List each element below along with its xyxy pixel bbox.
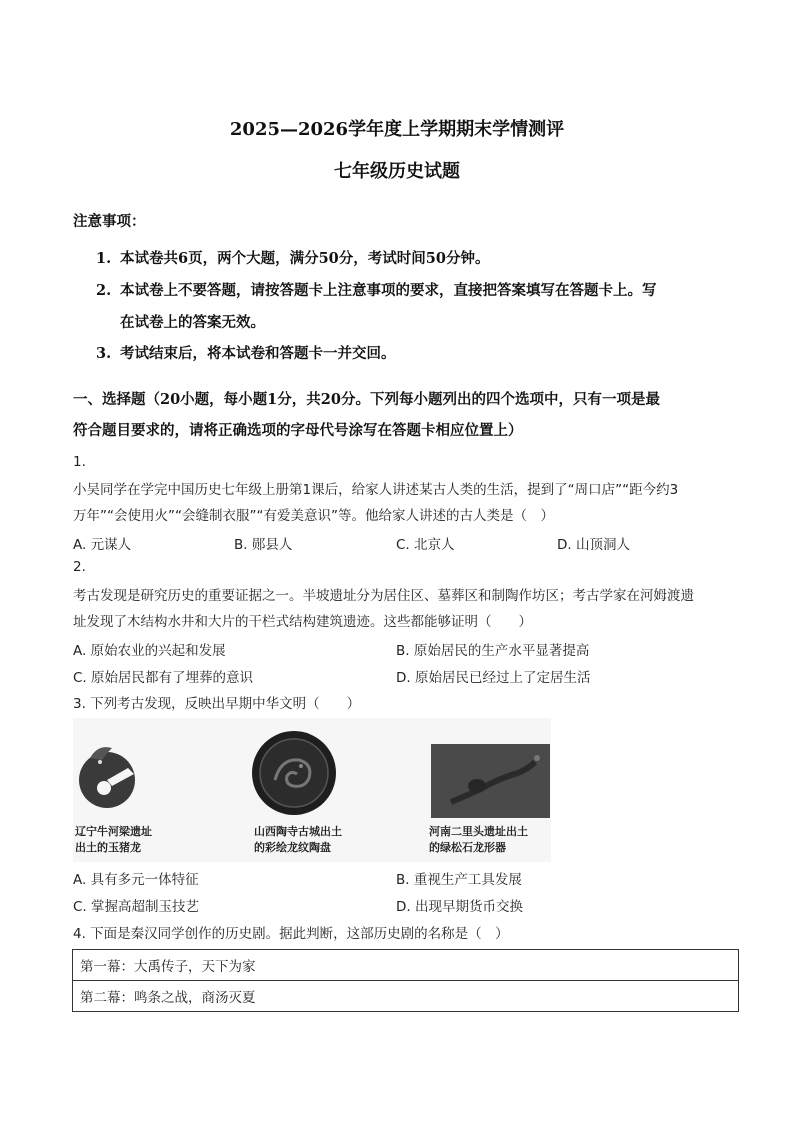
question-2-option-b: B. 原始居民的生产水平显著提高 — [396, 643, 590, 659]
question-3-option-a: A. 具有多元一体特征 — [73, 872, 199, 888]
notice-text: 本试卷共6页，两个大题，满分50分，考试时间50分钟。 — [120, 250, 490, 267]
question-3-option-c: C. 掌握高超制玉技艺 — [73, 899, 200, 915]
dragon-plate-icon — [251, 730, 337, 816]
question-1-option-a: A. 元谋人 — [73, 537, 132, 553]
figure-1-caption-line2: 出土的玉猪龙 — [75, 841, 141, 854]
drama-acts-table — [72, 949, 739, 1012]
question-1-number: 1. — [73, 454, 86, 470]
question-1-stem-line1: 小吴同学在学完中国历史七年级上册第1课后，给家人讲述某古人类的生活，提到了“周口店”“距今约3 — [73, 482, 679, 498]
jade-pig-dragon-icon — [76, 728, 138, 828]
artifact-figures — [73, 718, 551, 862]
question-2-option-a: A. 原始农业的兴起和发展 — [73, 643, 226, 659]
notice-item-3 — [96, 342, 396, 363]
section-heading-line1: 一、选择题（20小题，每小题1分，共20分。下列每小题列出的四个选项中，只有一项是最 — [73, 391, 660, 408]
question-1-option-c: C. 北京人 — [396, 537, 455, 553]
question-3-stem: 3. 下列考古发现，反映出早期中华文明（ ） — [73, 696, 361, 712]
figure-3-caption-line1: 河南二里头遗址出土 — [429, 825, 528, 838]
figure-2-caption — [254, 824, 342, 856]
act-1-cell: 第一幕：大禹传子，天下为家 — [73, 950, 739, 981]
notice-item-2-continued: 在试卷上的答案无效。 — [120, 314, 265, 331]
section-heading-line2: 符合题目要求的，请将正确选项的字母代号涂写在答题卡相应位置上） — [73, 422, 523, 439]
notice-text: 本试卷上不要答题，请按答题卡上注意事项的要求，直接把答案填写在答题卡上。写 — [120, 282, 657, 299]
notice-heading: 注意事项： — [73, 213, 146, 230]
question-2-number: 2. — [73, 559, 86, 575]
notice-item-1 — [96, 247, 489, 268]
question-3-option-b: B. 重视生产工具发展 — [396, 872, 522, 888]
table-row — [73, 981, 739, 1012]
question-1-stem-line2: 万年”“会使用火”“会缝制衣服”“有爱美意识”等。他给家人讲述的古人类是（ ） — [73, 508, 554, 524]
notice-text: 考试结束后，将本试卷和答题卡一并交回。 — [120, 345, 396, 362]
question-1-option-d: D. 山顶洞人 — [557, 537, 630, 553]
notice-number: 2. — [96, 282, 112, 299]
figure-1-caption-line1: 辽宁牛河梁遗址 — [75, 825, 152, 838]
question-2-stem-line2: 址发现了木结构水井和大片的干栏式结构建筑遗迹。这些都能够证明（ ） — [73, 614, 532, 630]
notice-item-2 — [96, 279, 657, 300]
question-3-option-d: D. 出现早期货币交换 — [396, 899, 523, 915]
notice-number: 1. — [96, 250, 112, 267]
question-2-option-d: D. 原始居民已经过上了定居生活 — [396, 670, 591, 686]
figure-1-caption — [75, 824, 152, 856]
figure-2-caption-line1: 山西陶寺古城出土 — [254, 825, 342, 838]
question-2-option-c: C. 原始居民都有了埋葬的意识 — [73, 670, 254, 686]
question-2-stem-line1: 考古发现是研究历史的重要证据之一。半坡遗址分为居住区、墓葬区和制陶作坊区；考古学家在河姆渡遗 — [73, 588, 694, 604]
turquoise-dragon-icon — [431, 744, 550, 818]
table-row — [73, 950, 739, 981]
exam-title: 2025—2026学年度上学期期末学情测评 — [229, 119, 565, 140]
figure-2-caption-line2: 的彩绘龙纹陶盘 — [254, 841, 331, 854]
figure-3-caption — [429, 824, 528, 856]
notice-number: 3. — [96, 345, 112, 362]
figure-3-caption-line2: 的绿松石龙形器 — [429, 841, 506, 854]
exam-subtitle: 七年级历史试题 — [334, 161, 460, 182]
act-2-cell: 第二幕：鸣条之战，商汤灭夏 — [73, 981, 739, 1012]
question-1-option-b: B. 郧县人 — [234, 537, 293, 553]
question-4-stem: 4. 下面是秦汉同学创作的历史剧。据此判断，这部历史剧的名称是（ ） — [73, 926, 509, 942]
